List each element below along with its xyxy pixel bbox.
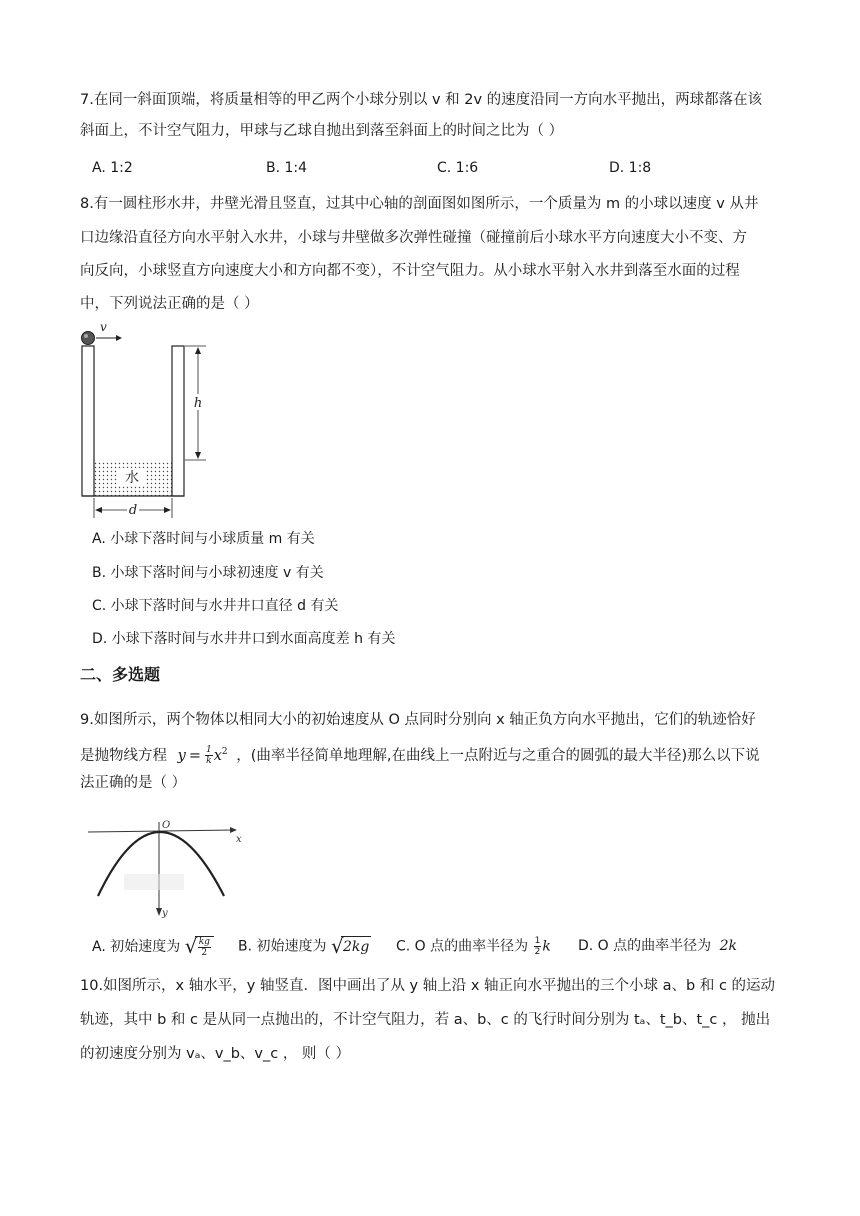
origin-label: O	[162, 820, 171, 831]
q8-option-a: A. 小球下落时间与小球质量 m 有关	[92, 531, 315, 547]
q10-stem-line-2: 轨迹，其中 b 和 c 是从同一点抛出的，不计空气阻力，若 a、b、c 的飞行时间分别为 tₐ、t_b、t_c ， 抛出	[80, 1012, 771, 1028]
left-wall	[82, 346, 94, 496]
q9-option-b: B. 初始速度为 √ 2kg	[238, 934, 370, 958]
q7-option-b: B. 1:4	[266, 160, 308, 176]
q10-stem-line-3: 的初速度分别为 vₐ、v_b、v_c ， 则（ ）	[80, 1046, 351, 1062]
q8-stem-line-2: 口边缘沿直径方向水平射入水井，小球与井壁做多次弹性碰撞（碰撞前后小球水平方向速度大小不变、方	[80, 230, 747, 246]
x-axis-label: x	[236, 834, 242, 845]
velocity-label: v	[100, 320, 107, 334]
q9-option-a: A. 初始速度为 √ $\frac{kg}{2}$	[92, 936, 214, 958]
q9-stem-line-2: 是抛物线方程 y = $\frac{1}{k}$ $x^2$ ，(曲率半径简单地理解,在曲线上一点附近与之重合的圆弧的最大半径)那么以下说	[80, 745, 760, 767]
height-label: h	[193, 396, 203, 411]
q8-stem-line-1: 8.有一圆柱形水井，井壁光滑且竖直，过其中心轴的剖面图如图所示，一个质量为 m 的小球以速度 v 从井	[80, 196, 759, 212]
q9-option-c: C. O 点的曲率半径为 $\frac{1}{2}$ k	[396, 936, 551, 957]
q7-stem-line-1: 7.在同一斜面顶端，将质量相等的甲乙两个小球分别以 v 和 2v 的速度沿同一方向水平抛出，两球都落在该	[80, 92, 763, 108]
water-label: 水	[125, 470, 139, 486]
q9-option-d: D. O 点的曲率半径为 2k	[578, 938, 737, 954]
diameter-label: d	[128, 503, 138, 518]
q9-stem-line-1: 9.如图所示，两个物体以相同大小的初始速度从 O 点同时分别向 x 轴正负方向水平抛出，它们的轨迹恰好	[80, 712, 756, 728]
section-title: 二、多选题	[80, 665, 161, 684]
q7-stem-line-2: 斜面上，不计空气阻力，甲球与乙球自抛出到落至斜面上的时间之比为（ ）	[80, 123, 564, 139]
parabola-figure	[84, 812, 260, 922]
q10-stem-line-1: 10.如图所示，x 轴水平，y 轴竖直．图中画出了从 y 轴上沿 x 轴正向水平抛出的三个小球 a、b 和 c 的运动	[80, 978, 776, 994]
q8-option-c: C. 小球下落时间与水井井口直径 d 有关	[92, 598, 339, 614]
q7-option-a: A. 1:2	[92, 160, 133, 176]
y-axis-label: y	[162, 908, 168, 919]
ball	[82, 332, 95, 345]
q7-option-c: C. 1:6	[437, 160, 479, 176]
well-figure	[78, 318, 218, 526]
q8-option-b: B. 小球下落时间与小球初速度 v 有关	[92, 565, 324, 581]
q9-stem-line-3: 法正确的是（ ）	[80, 775, 187, 791]
equation: y = $\frac{1}{k}$ $x^2$	[177, 745, 228, 767]
q8-stem-line-3: 向反向，小球竖直方向速度大小和方向都不变），不计空气阻力。从小球水平射入水井到落至水面的过程	[80, 263, 740, 279]
right-wall	[172, 346, 184, 496]
q7-option-d: D. 1:8	[609, 160, 652, 176]
q8-stem-line-4: 中，下列说法正确的是（ ）	[80, 296, 259, 312]
q8-option-d: D. 小球下落时间与水井井口到水面高度差 h 有关	[92, 631, 396, 647]
